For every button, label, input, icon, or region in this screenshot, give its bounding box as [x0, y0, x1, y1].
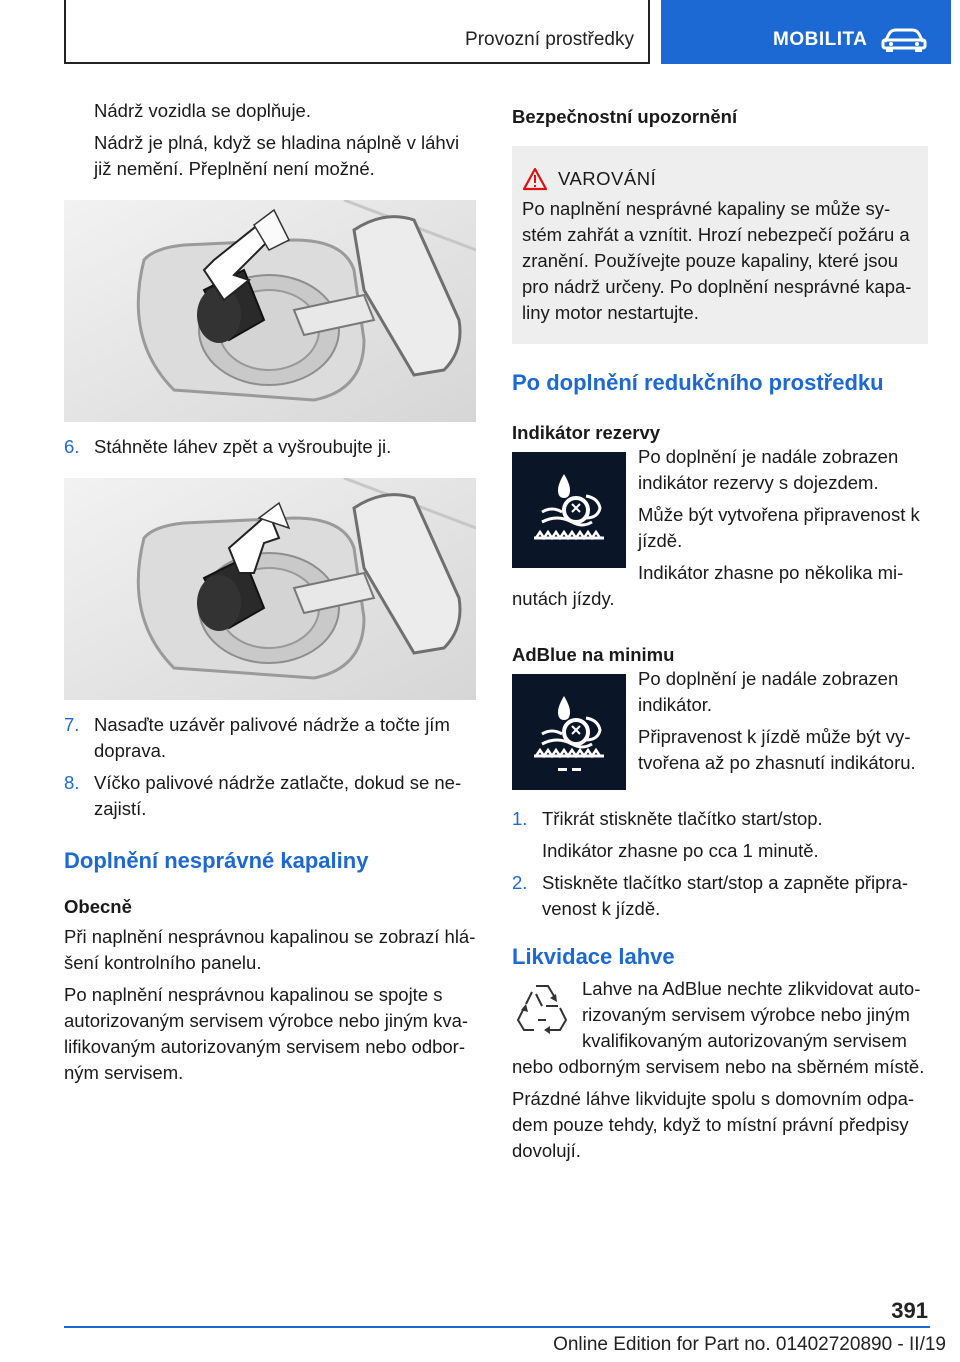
step-text: Nasaďte uzávěr palivové nádrže a točte jím doprava.: [94, 714, 450, 761]
step-number: 8.: [64, 772, 80, 793]
header-chapter-box: [661, 0, 951, 64]
section-title-wrong-fluid: Doplnění nesprávné kapaliny: [64, 848, 369, 873]
adblue-reserve-indicator-icon: [512, 452, 626, 568]
step-text: Víčko palivové nádrže zatlačte, dokud se nezajistí.: [94, 772, 462, 819]
step-6: [64, 434, 476, 460]
fuel-filler-photo-2: [64, 478, 476, 700]
header-section-title: Provozní prostředky: [465, 29, 634, 50]
step-number: 6.: [64, 436, 80, 457]
step-number: 7.: [64, 714, 80, 735]
reserve-paragraph-3: Indikátor zhasne po několika minutách jízdy.: [512, 562, 904, 609]
section-title-after-refill: Po doplnění redukčního prostředku: [512, 370, 884, 395]
step-number: 2.: [512, 872, 528, 893]
reserve-paragraph-2: Může být vytvořena připravenost k jízdě.: [638, 504, 920, 551]
car-icon: [881, 26, 927, 52]
step-text: Stiskněte tlačítko start/stop a zapněte připravenost k jízdě.: [542, 872, 909, 919]
step-number: 1.: [512, 808, 528, 829]
header-section-box: [64, 0, 650, 64]
safety-notes-title: Bezpečnostní upozornění: [512, 106, 738, 127]
step-1: [512, 806, 928, 832]
step-text: Třikrát stiskněte tlačítko start/stop.: [542, 808, 823, 829]
page-number: 391: [891, 1298, 928, 1323]
step-7: [64, 712, 476, 764]
left-column: [64, 98, 476, 1086]
minimum-paragraph-1: Po doplnění je nadále zobrazen indikátor.: [638, 668, 899, 715]
intro-paragraph-1: Nádrž vozidla se doplňuje.: [94, 100, 311, 121]
step-2: [512, 870, 928, 922]
recycle-icon: [516, 980, 568, 1036]
footer-divider: [64, 1326, 930, 1328]
adblue-minimum-indicator-icon: [512, 674, 626, 790]
step-1-result: Indikátor zhasne po cca 1 minutě.: [542, 840, 819, 861]
warning-text: Po naplnění nesprávné kapaliny se může systém zahřát a vznítit. Hrozí nebezpečí požáru a zranění. Používejte pouze kapaliny, které jsou pro nádrž určeny. Po doplnění nesprávné kapaliny motor nestartujte.: [522, 198, 912, 323]
fuel-filler-photo-1: [64, 200, 476, 422]
warning-triangle-icon: [522, 167, 548, 191]
intro-paragraph-2: Nádrž je plná, když se hladina náplně v láhvi již nemění. Přeplnění není možné.: [94, 132, 460, 179]
disposal-paragraph-1: Lahve na AdBlue nechte zlikvidovat autorizovaným servisem výrobce nebo jiným kvalifikovaným autorizovaným servisem nebo odborným servisem nebo na sběrném místě.: [512, 978, 925, 1077]
section-title-disposal: Likvidace lahve: [512, 944, 675, 969]
subheading-general: Obecně: [64, 896, 132, 917]
subheading-reserve: Indikátor rezervy: [512, 422, 661, 443]
step-text: Stáhněte láhev zpět a vyšroubujte ji.: [94, 436, 392, 457]
disposal-paragraph-2: Prázdné láhve likvidujte spolu s domovním odpadem pouze tehdy, když to místní právní předpisy dovolují.: [512, 1088, 915, 1161]
header-chapter-title: MOBILITA: [773, 29, 868, 50]
right-column: [512, 98, 928, 1164]
minimum-paragraph-2: Připravenost k jízdě může být vytvořena až po zhasnutí indikátoru.: [638, 726, 916, 773]
subheading-minimum: AdBlue na minimu: [512, 644, 675, 665]
general-paragraph-1: Při naplnění nesprávnou kapalinou se zobrazí hlášení kontrolního panelu.: [64, 926, 476, 973]
reserve-paragraph-1: Po doplnění je nadále zobrazen indikátor rezervy s dojezdem.: [638, 446, 899, 493]
footer-edition: Online Edition for Part no. 01402720890 - II/19: [553, 1334, 946, 1355]
warning-box: [512, 146, 928, 344]
warning-label: VAROVÁNÍ: [558, 168, 657, 189]
general-paragraph-2: Po naplnění nesprávnou kapalinou se spojte s autorizovaným servisem výrobce nebo jiným kvalifikovaným autorizovaným servisem nebo odborným servisem.: [64, 984, 469, 1083]
step-8: [64, 770, 476, 822]
warning-heading: [558, 168, 918, 190]
